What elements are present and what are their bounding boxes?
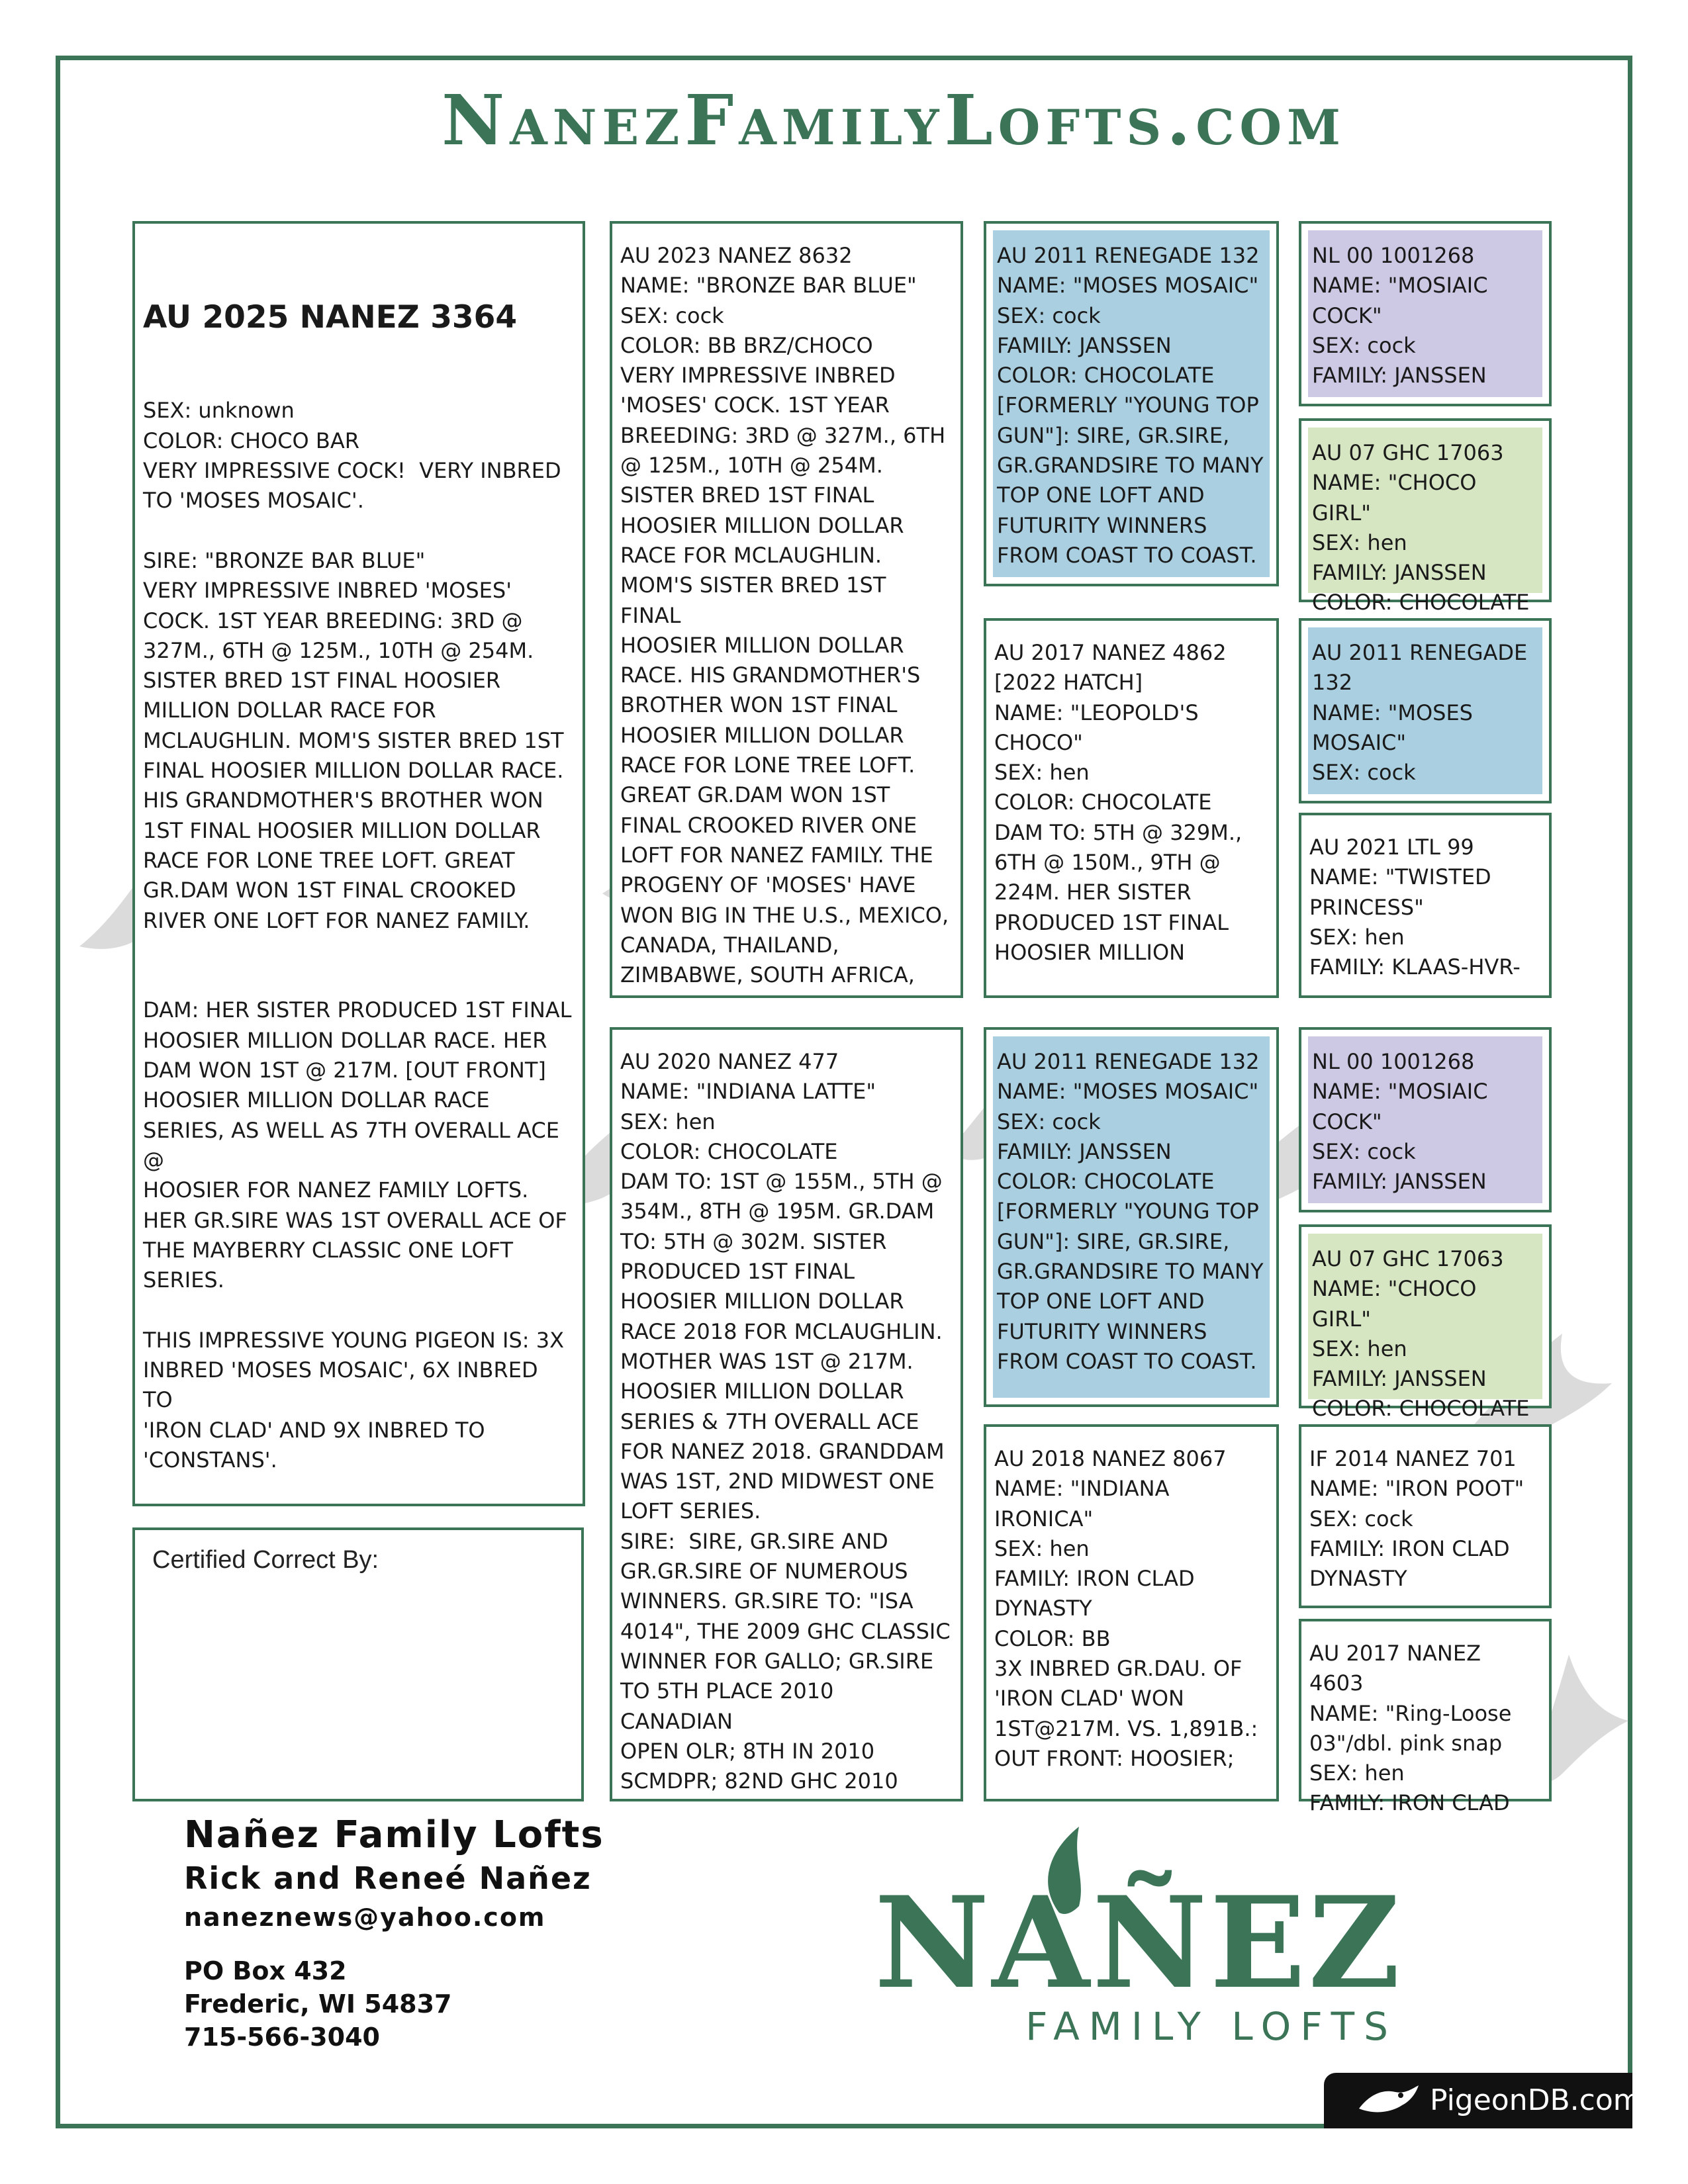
contact-phone: 715-566-3040: [184, 2023, 380, 2052]
ggp-details-1: NL 00 1001268 NAME: "MOSIAIC COCK" SEX: cock FAMILY: JANSSEN: [1312, 243, 1488, 388]
granddam-sire-box: [984, 618, 1279, 998]
contact-name: Nañez Family Lofts: [184, 1813, 604, 1856]
grandsire-sire-details: AU 2011 RENEGADE 132 NAME: "MOSES MOSAIC" SEX: cock FAMILY: JANSSEN COLOR: CHOCOLATE [FORMERLY "YOUNG TOP GUN"]: SIRE, GR.SIRE, GR.GRANDSIRE TO MANY TOP ONE LOFT AND FUTURITY WINNERS FROM COAST TO COAST.: [997, 243, 1264, 568]
granddam-dam-details: AU 2018 NANEZ 8067 NAME: "INDIANA IRONICA" SEX: hen FAMILY: IRON CLAD DYNASTY COLOR: BB 3X INBRED GR.DAU. OF 'IRON CLAD' WON 1ST@217M. VS. 1,891B.: OUT FRONT: HOOSIER;: [994, 1446, 1258, 1771]
pigeondb-logo-icon: [1356, 2082, 1422, 2120]
ggp-details-2: AU 07 GHC 17063 NAME: "CHOCO GIRL" SEX: hen FAMILY: JANSSEN COLOR: CHOCOLATE: [1312, 440, 1530, 615]
granddam-sire-details: AU 2017 NANEZ 4862 [2022 HATCH] NAME: "LEOPOLD'S CHOCO" SEX: hen COLOR: CHOCOLATE DAM TO: 5TH @ 329M., 6TH @ 150M., 9TH @ 224M. HER SISTER PRODUCED 1ST FINAL HOOSIER MILLION: [994, 640, 1243, 965]
ggp-box-4: [1299, 813, 1552, 998]
ggp-box-1: [1299, 221, 1552, 406]
grandsire-sire-box: [984, 221, 1279, 586]
ggp-details-6: AU 07 GHC 17063 NAME: "CHOCO GIRL" SEX: hen FAMILY: JANSSEN COLOR: CHOCOLATE: [1312, 1246, 1530, 1422]
ggp-details-8: AU 2017 NANEZ 4603 NAME: "Ring-Loose 03"/dbl. pink snap SEX: hen FAMILY: IRON CLAD: [1309, 1641, 1512, 1816]
grandsire-dam-box: [984, 1027, 1279, 1407]
pigeondb-badge[interactable]: [1324, 2073, 1642, 2128]
site-title[interactable]: NanezFamilyLofts.com: [442, 79, 1346, 161]
pigeondb-text: PigeonDB.com: [1430, 2083, 1642, 2117]
contact-email[interactable]: naneznews@yahoo.com: [184, 1903, 546, 1932]
contact-block: [184, 1813, 604, 2054]
certified-label: Certified Correct By:: [152, 1546, 379, 1574]
subject-ring-number: AU 2025 NANEZ 3364: [143, 298, 518, 336]
subject-details: SEX: unknown COLOR: CHOCO BAR VERY IMPRESSIVE COCK! VERY INBRED TO 'MOSES MOSAIC'. SIRE: "BRONZE BAR BLUE" VERY IMPRESSIVE INBRED 'MOSES' COCK. 1ST YEAR BREEDING: 3RD @ 327M., 6TH @ 125M., 10TH @ 254M. SISTER BRED 1ST FINAL HOOSIER MILLION DOLLAR RACE FOR MCLAUGHLIN. MOM'S SISTER BRED 1ST FINAL HOOSIER MILLION DOLLAR RACE. HIS GRANDMOTHER'S BROTHER WON 1ST FINAL HOOSIER MILLION DOLLAR RACE FOR LONE TREE LOFT. GREAT GR.DAM WON 1ST FINAL CROOKED RIVER ONE LOFT FOR NANEZ FAMILY. DAM: HER SISTER PRODUCED 1ST FINAL HOOSIER MILLION DOLLAR RACE. HER DAM WON 1ST @ 217M. [OUT FRONT] HOOSIER MILLION DOLLAR RACE SERIES, AS WELL AS 7TH OVERALL ACE @ HOOSIER FOR NANEZ FAMILY LOFTS. HER GR.SIRE WAS 1ST OVERALL ACE OF THE MAYBERRY CLASSIC ONE LOFT SERIES. THIS IMPRESSIVE YOUNG PIGEON IS: 3X INBRED 'MOSES MOSAIC', 6X INBRED TO 'IRON CLAD' AND 9X INBRED TO 'CONSTANS'.: [143, 398, 572, 1473]
ggp-box-5: [1299, 1027, 1552, 1212]
ggp-details-7: IF 2014 NANEZ 701 NAME: "IRON POOT" SEX: cock FAMILY: IRON CLAD DYNASTY: [1309, 1446, 1524, 1592]
subject-box: [132, 221, 585, 1506]
contact-owners: Rick and Reneé Nañez: [184, 1860, 592, 1896]
logo-word: NAÑEZ: [874, 1869, 1403, 2017]
dam-box: [610, 1027, 963, 1801]
contact-address-line-1: PO Box 432: [184, 1956, 347, 1985]
certified-box: [132, 1527, 584, 1801]
ggp-box-7: [1299, 1424, 1552, 1608]
logo-subtitle: FAMILY LOFTS: [1025, 2004, 1397, 2049]
granddam-dam-box: [984, 1424, 1279, 1801]
ggp-box-6: [1299, 1224, 1552, 1422]
sire-box: [610, 221, 963, 998]
ggp-box-3: [1299, 618, 1552, 803]
ggp-details-3: AU 2011 RENEGADE 132 NAME: "MOSES MOSAIC" SEX: cock: [1312, 640, 1528, 786]
nanez-logo: [841, 1813, 1436, 2052]
contact-address-line-2: Frederic, WI 54837: [184, 1989, 452, 2019]
ggp-box-8: [1299, 1619, 1552, 1816]
ggp-details-4: AU 2021 LTL 99 NAME: "TWISTED PRINCESS" SEX: hen FAMILY: KLAAS-HVR-: [1309, 835, 1521, 980]
ggp-box-2: [1299, 418, 1552, 615]
dam-details: AU 2020 NANEZ 477 NAME: "INDIANA LATTE" SEX: hen COLOR: CHOCOLATE DAM TO: 1ST @ 155M., 5TH @ 354M., 8TH @ 195M. GR.DAM TO: 5TH @ 302M. SISTER PRODUCED 1ST FINAL HOOSIER MILLION DOLLAR RACE 2018 FOR MCLAUGHLIN. MOTHER WAS 1ST @ 217M. HOOSIER MILLION DOLLAR SERIES & 7TH OVERALL ACE FOR NANEZ 2018. GRANDDAM WAS 1ST, 2ND MIDWEST ONE LOFT SERIES. SIRE: SIRE, GR.SIRE AND GR.GR.SIRE OF NUMEROUS WINNERS. GR.SIRE TO: "ISA 4014", THE 2009 GHC CLASSIC WINNER FOR GALLO; GR.SIRE TO 5TH PLACE 2010 CANADIAN OPEN OLR; 8TH IN 2010 SCMDPR; 82ND GHC 2010: [620, 1049, 951, 1794]
ggp-details-5: NL 00 1001268 NAME: "MOSIAIC COCK" SEX: cock FAMILY: JANSSEN: [1312, 1049, 1488, 1195]
sire-details: AU 2023 NANEZ 8632 NAME: "BRONZE BAR BLUE" SEX: cock COLOR: BB BRZ/CHOCO VERY IMPRESSIVE INBRED 'MOSES' COCK. 1ST YEAR BREEDING: 3RD @ 327M., 6TH @ 125M., 10TH @ 254M. SISTER BRED 1ST FINAL HOOSIER MILLION DOLLAR RACE FOR MCLAUGHLIN. MOM'S SISTER BRED 1ST FINAL HOOSIER MILLION DOLLAR RACE. HIS GRANDMOTHER'S BROTHER WON 1ST FINAL HOOSIER MILLION DOLLAR RACE FOR LONE TREE LOFT. GREAT GR.DAM WON 1ST FINAL CROOKED RIVER ONE LOFT FOR NANEZ FAMILY. THE PROGENY OF 'MOSES' HAVE WON BIG IN THE U.S., MEXICO, CANADA, THAILAND, ZIMBABWE, SOUTH AFRICA,: [620, 243, 949, 988]
grandsire-dam-details: AU 2011 RENEGADE 132 NAME: "MOSES MOSAIC" SEX: cock FAMILY: JANSSEN COLOR: CHOCOLATE [FORMERLY "YOUNG TOP GUN"]: SIRE, GR.SIRE, GR.GRANDSIRE TO MANY TOP ONE LOFT AND FUTURITY WINNERS FROM COAST TO COAST.: [997, 1049, 1264, 1374]
